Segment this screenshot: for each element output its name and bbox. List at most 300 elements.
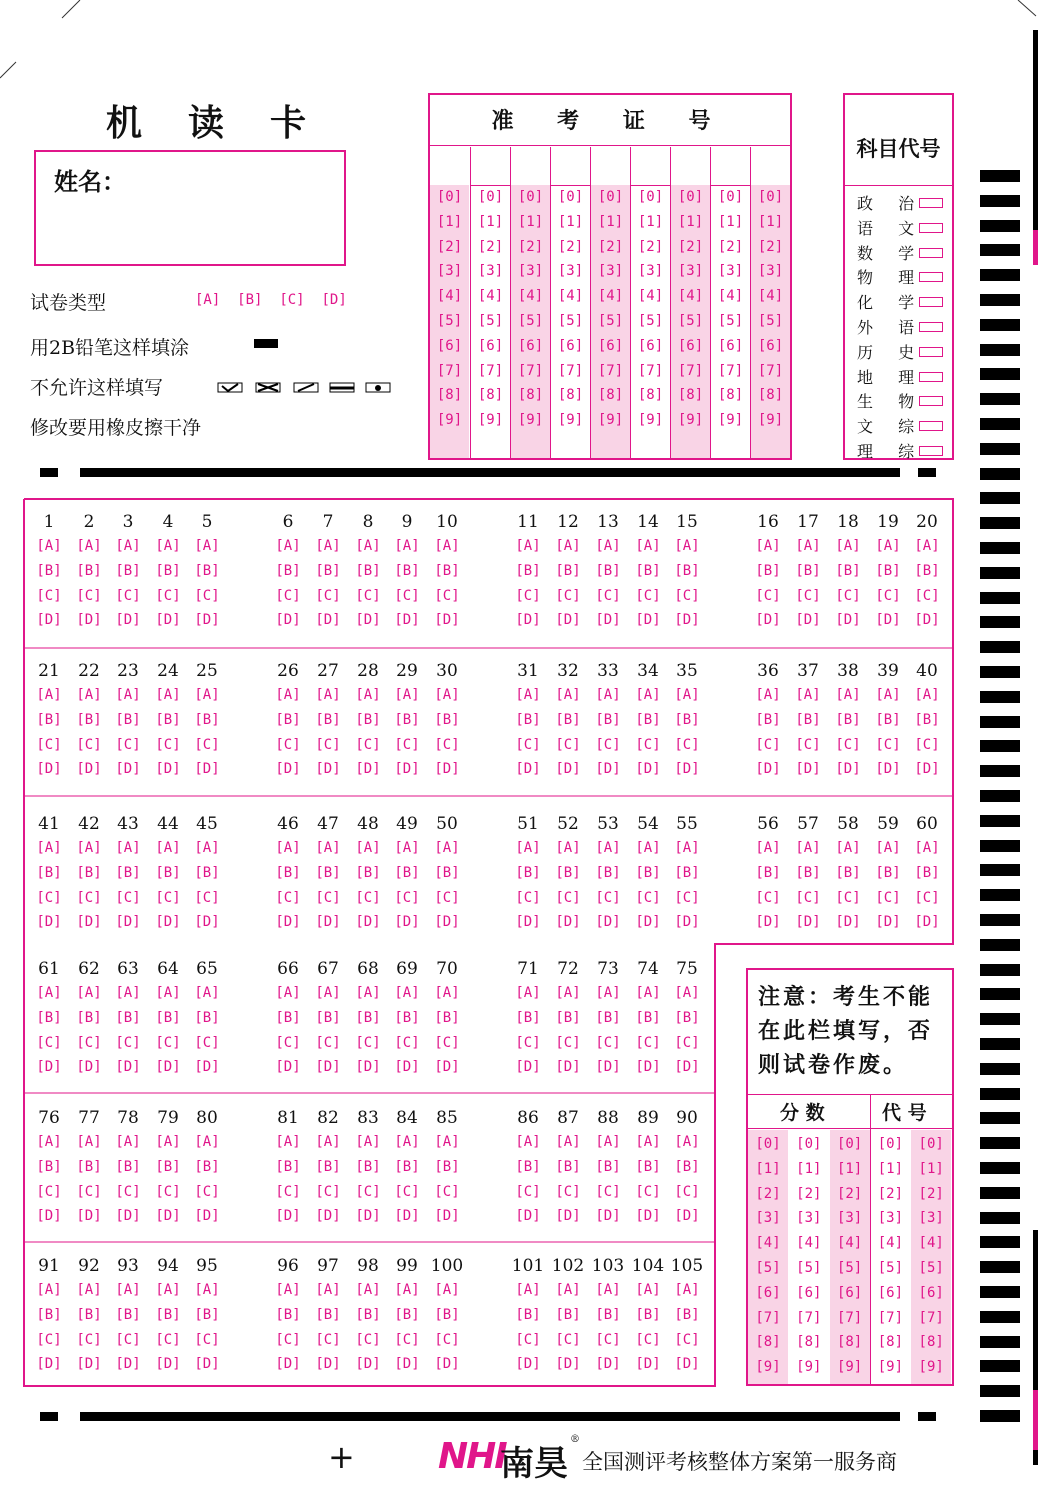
exam-id-bubble[interactable]: [3]	[436, 263, 463, 280]
answer-bubble-b[interactable]: [B]	[315, 711, 341, 728]
answer-bubble-b[interactable]: [B]	[355, 1306, 381, 1323]
answer-bubble-a[interactable]: [A]	[394, 985, 420, 1001]
answer-bubble-b[interactable]: [B]	[515, 1009, 541, 1026]
answer-bubble-d[interactable]: [D]	[275, 914, 301, 931]
answer-bubble-c[interactable]: [C]	[555, 736, 581, 753]
answer-bubble-b[interactable]: [B]	[275, 1158, 301, 1175]
answer-bubble-c[interactable]: [C]	[555, 1183, 581, 1200]
paper-type-d[interactable]: [D]	[321, 292, 347, 308]
answer-bubble-b[interactable]: [B]	[275, 1306, 301, 1323]
answer-bubble-d[interactable]: [D]	[76, 612, 102, 629]
exam-id-bubble[interactable]: [0]	[597, 189, 624, 205]
answer-bubble-b[interactable]: [B]	[155, 1009, 181, 1026]
answer-bubble-c[interactable]: [C]	[394, 889, 420, 906]
answer-bubble-b[interactable]: [B]	[355, 1009, 381, 1026]
exam-id-bubble[interactable]: [0]	[477, 189, 504, 205]
answer-bubble-b[interactable]: [B]	[394, 562, 420, 579]
answer-bubble-a[interactable]: [A]	[434, 1282, 460, 1298]
exam-id-bubble[interactable]: [9]	[436, 412, 463, 429]
answer-bubble-d[interactable]: [D]	[155, 761, 181, 778]
answer-bubble-b[interactable]: [B]	[674, 1306, 700, 1323]
answer-bubble-d[interactable]: [D]	[914, 914, 940, 931]
score-bubble[interactable]: [5]	[755, 1260, 781, 1276]
answer-bubble-c[interactable]: [C]	[194, 889, 220, 906]
score-bubble[interactable]: [0]	[877, 1136, 904, 1152]
answer-bubble-a[interactable]: [A]	[115, 687, 141, 703]
exam-id-bubble[interactable]: [3]	[517, 263, 544, 280]
exam-id-bubble[interactable]: [8]	[477, 387, 504, 404]
score-bubble[interactable]: [8]	[796, 1334, 822, 1351]
paper-type-c[interactable]: [C]	[279, 292, 305, 308]
answer-bubble-b[interactable]: [B]	[835, 864, 861, 881]
answer-bubble-b[interactable]: [B]	[115, 864, 141, 881]
answer-bubble-d[interactable]: [D]	[835, 914, 861, 931]
answer-bubble-b[interactable]: [B]	[275, 711, 301, 728]
answer-bubble-c[interactable]: [C]	[555, 889, 581, 906]
answer-bubble-c[interactable]: [C]	[36, 587, 62, 604]
score-bubble[interactable]: [4]	[877, 1235, 904, 1252]
answer-bubble-b[interactable]: [B]	[155, 711, 181, 728]
exam-id-bubble[interactable]: [8]	[557, 387, 584, 404]
answer-bubble-d[interactable]: [D]	[434, 1059, 460, 1076]
answer-bubble-a[interactable]: [A]	[194, 985, 220, 1001]
answer-bubble-a[interactable]: [A]	[795, 687, 821, 703]
exam-id-bubble[interactable]: [8]	[597, 387, 624, 404]
exam-id-bubble[interactable]: [0]	[717, 189, 744, 205]
answer-bubble-d[interactable]: [D]	[434, 612, 460, 629]
answer-bubble-c[interactable]: [C]	[674, 1331, 700, 1348]
answer-bubble-d[interactable]: [D]	[275, 612, 301, 629]
score-bubble[interactable]: [3]	[918, 1210, 944, 1227]
answer-bubble-b[interactable]: [B]	[315, 562, 341, 579]
answer-bubble-c[interactable]: [C]	[76, 1183, 102, 1200]
answer-bubble-c[interactable]: [C]	[194, 1331, 220, 1348]
answer-bubble-c[interactable]: [C]	[595, 1331, 621, 1348]
answer-bubble-a[interactable]: [A]	[315, 1282, 341, 1298]
answer-bubble-d[interactable]: [D]	[355, 1356, 381, 1373]
exam-id-bubble[interactable]: [8]	[757, 387, 784, 404]
answer-bubble-b[interactable]: [B]	[315, 864, 341, 881]
score-bubble[interactable]: [9]	[796, 1359, 822, 1376]
answer-bubble-c[interactable]: [C]	[835, 889, 861, 906]
exam-id-write-cell[interactable]	[631, 147, 670, 186]
score-bubble[interactable]: [4]	[918, 1235, 944, 1252]
answer-bubble-b[interactable]: [B]	[394, 711, 420, 728]
exam-id-bubble[interactable]: [1]	[557, 213, 584, 230]
exam-id-bubble[interactable]: [5]	[517, 313, 544, 329]
answer-bubble-a[interactable]: [A]	[875, 538, 901, 554]
answer-bubble-c[interactable]: [C]	[595, 1183, 621, 1200]
answer-bubble-b[interactable]: [B]	[76, 1158, 102, 1175]
answer-bubble-d[interactable]: [D]	[36, 612, 62, 629]
answer-bubble-c[interactable]: [C]	[315, 1331, 341, 1348]
score-bubble[interactable]: [5]	[918, 1260, 944, 1276]
answer-bubble-b[interactable]: [B]	[875, 562, 901, 579]
answer-bubble-a[interactable]: [A]	[515, 1134, 541, 1150]
answer-bubble-a[interactable]: [A]	[555, 1282, 581, 1298]
exam-id-bubble[interactable]: [5]	[717, 313, 744, 329]
answer-bubble-a[interactable]: [A]	[674, 840, 700, 856]
answer-bubble-d[interactable]: [D]	[515, 1059, 541, 1076]
exam-id-bubble[interactable]: [5]	[597, 313, 624, 329]
answer-bubble-c[interactable]: [C]	[674, 1183, 700, 1200]
answer-bubble-d[interactable]: [D]	[194, 914, 220, 931]
answer-bubble-c[interactable]: [C]	[795, 587, 821, 604]
answer-bubble-a[interactable]: [A]	[394, 840, 420, 856]
answer-bubble-d[interactable]: [D]	[674, 1208, 700, 1225]
score-bubble[interactable]: [2]	[796, 1185, 822, 1202]
exam-id-bubble[interactable]: [1]	[757, 213, 784, 230]
exam-id-bubble[interactable]: [4]	[436, 288, 463, 305]
answer-bubble-a[interactable]: [A]	[635, 1134, 661, 1150]
answer-bubble-a[interactable]: [A]	[355, 985, 381, 1001]
score-bubble[interactable]: [9]	[877, 1359, 904, 1376]
answer-bubble-a[interactable]: [A]	[515, 840, 541, 856]
answer-bubble-a[interactable]: [A]	[194, 538, 220, 554]
exam-id-bubble[interactable]: [4]	[557, 288, 584, 305]
answer-bubble-b[interactable]: [B]	[194, 1009, 220, 1026]
score-bubble[interactable]: [6]	[796, 1284, 822, 1301]
answer-bubble-d[interactable]: [D]	[835, 612, 861, 629]
exam-id-bubble[interactable]: [0]	[517, 189, 544, 205]
exam-id-bubble[interactable]: [1]	[717, 213, 744, 230]
answer-bubble-d[interactable]: [D]	[755, 761, 781, 778]
score-bubble[interactable]: [7]	[796, 1309, 822, 1326]
exam-id-bubble[interactable]: [9]	[677, 412, 704, 429]
answer-bubble-a[interactable]: [A]	[875, 840, 901, 856]
answer-bubble-c[interactable]: [C]	[115, 1183, 141, 1200]
answer-bubble-a[interactable]: [A]	[674, 1134, 700, 1150]
answer-bubble-b[interactable]: [B]	[434, 562, 460, 579]
answer-bubble-a[interactable]: [A]	[914, 840, 940, 856]
answer-bubble-c[interactable]: [C]	[914, 587, 940, 604]
answer-bubble-a[interactable]: [A]	[394, 538, 420, 554]
answer-bubble-a[interactable]: [A]	[635, 840, 661, 856]
exam-id-bubble[interactable]: [2]	[477, 238, 504, 255]
answer-bubble-a[interactable]: [A]	[355, 687, 381, 703]
answer-bubble-b[interactable]: [B]	[155, 864, 181, 881]
answer-bubble-a[interactable]: [A]	[515, 1282, 541, 1298]
answer-bubble-a[interactable]: [A]	[674, 985, 700, 1001]
answer-bubble-a[interactable]: [A]	[76, 840, 102, 856]
answer-bubble-c[interactable]: [C]	[795, 889, 821, 906]
exam-id-bubble[interactable]: [3]	[637, 263, 664, 280]
answer-bubble-d[interactable]: [D]	[515, 1208, 541, 1225]
answer-bubble-a[interactable]: [A]	[76, 985, 102, 1001]
answer-bubble-c[interactable]: [C]	[394, 1183, 420, 1200]
exam-id-bubble[interactable]: [4]	[677, 288, 704, 305]
answer-bubble-d[interactable]: [D]	[275, 1059, 301, 1076]
answer-bubble-a[interactable]: [A]	[394, 1282, 420, 1298]
answer-bubble-d[interactable]: [D]	[315, 761, 341, 778]
answer-bubble-d[interactable]: [D]	[36, 914, 62, 931]
answer-bubble-d[interactable]: [D]	[315, 1059, 341, 1076]
answer-bubble-c[interactable]: [C]	[155, 736, 181, 753]
answer-bubble-d[interactable]: [D]	[674, 1059, 700, 1076]
exam-id-bubble[interactable]: [4]	[717, 288, 744, 305]
answer-bubble-c[interactable]: [C]	[875, 736, 901, 753]
exam-id-bubble[interactable]: [7]	[557, 362, 584, 379]
answer-bubble-a[interactable]: [A]	[155, 1134, 181, 1150]
answer-bubble-d[interactable]: [D]	[394, 1059, 420, 1076]
answer-bubble-d[interactable]: [D]	[275, 1356, 301, 1373]
answer-bubble-d[interactable]: [D]	[76, 1059, 102, 1076]
score-bubble[interactable]: [2]	[918, 1185, 944, 1202]
answer-bubble-d[interactable]: [D]	[155, 612, 181, 629]
answer-bubble-b[interactable]: [B]	[755, 864, 781, 881]
answer-bubble-c[interactable]: [C]	[155, 1183, 181, 1200]
answer-bubble-d[interactable]: [D]	[315, 1356, 341, 1373]
answer-bubble-b[interactable]: [B]	[36, 1306, 62, 1323]
answer-bubble-d[interactable]: [D]	[394, 612, 420, 629]
answer-bubble-d[interactable]: [D]	[394, 1208, 420, 1225]
score-bubble[interactable]: [2]	[755, 1185, 781, 1202]
answer-bubble-b[interactable]: [B]	[355, 1158, 381, 1175]
answer-bubble-c[interactable]: [C]	[115, 1331, 141, 1348]
answer-bubble-d[interactable]: [D]	[36, 1059, 62, 1076]
answer-bubble-a[interactable]: [A]	[674, 538, 700, 554]
answer-bubble-d[interactable]: [D]	[595, 1059, 621, 1076]
answer-bubble-c[interactable]: [C]	[155, 587, 181, 604]
answer-bubble-d[interactable]: [D]	[595, 1208, 621, 1225]
exam-id-bubble[interactable]: [4]	[597, 288, 624, 305]
answer-bubble-b[interactable]: [B]	[674, 711, 700, 728]
answer-bubble-c[interactable]: [C]	[194, 1034, 220, 1051]
answer-bubble-b[interactable]: [B]	[635, 864, 661, 881]
answer-bubble-d[interactable]: [D]	[36, 1208, 62, 1225]
answer-bubble-a[interactable]: [A]	[76, 1282, 102, 1298]
score-bubble[interactable]: [8]	[836, 1334, 863, 1351]
score-bubble[interactable]: [2]	[836, 1185, 863, 1202]
answer-bubble-a[interactable]: [A]	[76, 538, 102, 554]
answer-bubble-a[interactable]: [A]	[115, 1282, 141, 1298]
answer-bubble-a[interactable]: [A]	[635, 687, 661, 703]
answer-bubble-b[interactable]: [B]	[755, 562, 781, 579]
answer-bubble-b[interactable]: [B]	[755, 711, 781, 728]
answer-bubble-c[interactable]: [C]	[76, 587, 102, 604]
answer-bubble-a[interactable]: [A]	[595, 687, 621, 703]
answer-bubble-a[interactable]: [A]	[795, 840, 821, 856]
exam-id-write-cell[interactable]	[430, 147, 469, 186]
answer-bubble-a[interactable]: [A]	[275, 1282, 301, 1298]
answer-bubble-c[interactable]: [C]	[394, 587, 420, 604]
answer-bubble-d[interactable]: [D]	[315, 612, 341, 629]
answer-bubble-c[interactable]: [C]	[355, 889, 381, 906]
answer-bubble-c[interactable]: [C]	[115, 736, 141, 753]
exam-id-bubble[interactable]: [1]	[517, 213, 544, 230]
answer-bubble-c[interactable]: [C]	[635, 736, 661, 753]
answer-bubble-a[interactable]: [A]	[76, 1134, 102, 1150]
exam-id-bubble[interactable]: [7]	[677, 362, 704, 379]
answer-bubble-c[interactable]: [C]	[315, 1034, 341, 1051]
answer-bubble-b[interactable]: [B]	[76, 864, 102, 881]
answer-bubble-b[interactable]: [B]	[635, 1158, 661, 1175]
score-bubble[interactable]: [3]	[796, 1210, 822, 1227]
answer-bubble-d[interactable]: [D]	[355, 1208, 381, 1225]
answer-bubble-c[interactable]: [C]	[434, 587, 460, 604]
answer-bubble-a[interactable]: [A]	[36, 687, 62, 703]
answer-bubble-d[interactable]: [D]	[434, 1356, 460, 1373]
answer-bubble-c[interactable]: [C]	[315, 587, 341, 604]
answer-bubble-d[interactable]: [D]	[76, 761, 102, 778]
answer-bubble-a[interactable]: [A]	[194, 687, 220, 703]
answer-bubble-c[interactable]: [C]	[875, 587, 901, 604]
answer-bubble-a[interactable]: [A]	[434, 687, 460, 703]
answer-bubble-d[interactable]: [D]	[194, 761, 220, 778]
answer-bubble-d[interactable]: [D]	[674, 761, 700, 778]
answer-bubble-d[interactable]: [D]	[755, 612, 781, 629]
answer-bubble-a[interactable]: [A]	[194, 840, 220, 856]
answer-bubble-d[interactable]: [D]	[76, 914, 102, 931]
answer-bubble-a[interactable]: [A]	[36, 1134, 62, 1150]
answer-bubble-d[interactable]: [D]	[315, 914, 341, 931]
answer-bubble-a[interactable]: [A]	[76, 687, 102, 703]
answer-bubble-b[interactable]: [B]	[434, 711, 460, 728]
answer-bubble-a[interactable]: [A]	[635, 1282, 661, 1298]
exam-id-write-cell[interactable]	[711, 147, 750, 186]
answer-bubble-b[interactable]: [B]	[275, 562, 301, 579]
answer-bubble-b[interactable]: [B]	[795, 562, 821, 579]
answer-bubble-b[interactable]: [B]	[76, 711, 102, 728]
name-field[interactable]	[34, 150, 346, 266]
answer-bubble-a[interactable]: [A]	[115, 840, 141, 856]
exam-id-bubble[interactable]: [5]	[637, 313, 664, 329]
answer-bubble-b[interactable]: [B]	[155, 1306, 181, 1323]
answer-bubble-b[interactable]: [B]	[434, 1009, 460, 1026]
answer-bubble-b[interactable]: [B]	[115, 562, 141, 579]
answer-bubble-d[interactable]: [D]	[875, 612, 901, 629]
answer-bubble-b[interactable]: [B]	[875, 864, 901, 881]
answer-bubble-c[interactable]: [C]	[755, 736, 781, 753]
exam-id-bubble[interactable]: [2]	[597, 238, 624, 255]
answer-bubble-b[interactable]: [B]	[914, 562, 940, 579]
score-bubble[interactable]: [0]	[918, 1136, 944, 1152]
answer-bubble-b[interactable]: [B]	[36, 1009, 62, 1026]
exam-id-bubble[interactable]: [0]	[677, 189, 704, 205]
answer-bubble-a[interactable]: [A]	[155, 985, 181, 1001]
answer-bubble-a[interactable]: [A]	[555, 840, 581, 856]
answer-bubble-d[interactable]: [D]	[795, 914, 821, 931]
answer-bubble-a[interactable]: [A]	[275, 1134, 301, 1150]
answer-bubble-d[interactable]: [D]	[434, 914, 460, 931]
answer-bubble-a[interactable]: [A]	[595, 985, 621, 1001]
exam-id-bubble[interactable]: [2]	[717, 238, 744, 255]
answer-bubble-a[interactable]: [A]	[275, 687, 301, 703]
answer-bubble-d[interactable]: [D]	[155, 914, 181, 931]
answer-bubble-d[interactable]: [D]	[315, 1208, 341, 1225]
exam-id-bubble[interactable]: [1]	[637, 213, 664, 230]
answer-bubble-c[interactable]: [C]	[194, 587, 220, 604]
answer-bubble-c[interactable]: [C]	[36, 1183, 62, 1200]
answer-bubble-c[interactable]: [C]	[674, 736, 700, 753]
answer-bubble-c[interactable]: [C]	[36, 889, 62, 906]
answer-bubble-c[interactable]: [C]	[355, 1034, 381, 1051]
answer-bubble-b[interactable]: [B]	[635, 562, 661, 579]
answer-bubble-c[interactable]: [C]	[515, 587, 541, 604]
answer-bubble-d[interactable]: [D]	[394, 761, 420, 778]
exam-id-bubble[interactable]: [6]	[757, 337, 784, 354]
answer-bubble-c[interactable]: [C]	[434, 736, 460, 753]
exam-id-bubble[interactable]: [7]	[517, 362, 544, 379]
exam-id-bubble[interactable]: [5]	[436, 313, 463, 329]
answer-bubble-c[interactable]: [C]	[835, 587, 861, 604]
answer-bubble-b[interactable]: [B]	[595, 1306, 621, 1323]
answer-bubble-a[interactable]: [A]	[155, 840, 181, 856]
score-bubble[interactable]: [4]	[836, 1235, 863, 1252]
answer-bubble-c[interactable]: [C]	[835, 736, 861, 753]
answer-bubble-a[interactable]: [A]	[194, 1282, 220, 1298]
answer-bubble-a[interactable]: [A]	[835, 840, 861, 856]
answer-bubble-a[interactable]: [A]	[155, 1282, 181, 1298]
exam-id-bubble[interactable]: [9]	[597, 412, 624, 429]
exam-id-bubble[interactable]: [8]	[637, 387, 664, 404]
answer-bubble-b[interactable]: [B]	[194, 864, 220, 881]
score-bubble[interactable]: [5]	[796, 1260, 822, 1276]
answer-bubble-c[interactable]: [C]	[76, 736, 102, 753]
exam-id-bubble[interactable]: [0]	[637, 189, 664, 205]
answer-bubble-a[interactable]: [A]	[515, 985, 541, 1001]
answer-bubble-b[interactable]: [B]	[674, 864, 700, 881]
answer-bubble-d[interactable]: [D]	[155, 1208, 181, 1225]
answer-bubble-b[interactable]: [B]	[115, 1158, 141, 1175]
answer-bubble-b[interactable]: [B]	[914, 864, 940, 881]
answer-bubble-a[interactable]: [A]	[275, 840, 301, 856]
exam-id-bubble[interactable]: [2]	[436, 238, 463, 255]
answer-bubble-d[interactable]: [D]	[275, 1208, 301, 1225]
answer-bubble-d[interactable]: [D]	[674, 612, 700, 629]
exam-id-bubble[interactable]: [1]	[597, 213, 624, 230]
exam-id-bubble[interactable]: [5]	[557, 313, 584, 329]
answer-bubble-c[interactable]: [C]	[515, 889, 541, 906]
answer-bubble-a[interactable]: [A]	[275, 985, 301, 1001]
answer-bubble-c[interactable]: [C]	[155, 889, 181, 906]
answer-bubble-d[interactable]: [D]	[595, 612, 621, 629]
answer-bubble-b[interactable]: [B]	[194, 711, 220, 728]
answer-bubble-d[interactable]: [D]	[394, 914, 420, 931]
answer-bubble-c[interactable]: [C]	[635, 1331, 661, 1348]
answer-bubble-c[interactable]: [C]	[275, 1331, 301, 1348]
answer-bubble-d[interactable]: [D]	[914, 612, 940, 629]
exam-id-bubble[interactable]: [0]	[436, 189, 463, 205]
score-bubble[interactable]: [9]	[836, 1359, 863, 1376]
exam-id-bubble[interactable]: [5]	[477, 313, 504, 329]
answer-bubble-b[interactable]: [B]	[115, 1306, 141, 1323]
answer-bubble-a[interactable]: [A]	[755, 538, 781, 554]
answer-bubble-c[interactable]: [C]	[914, 889, 940, 906]
answer-bubble-a[interactable]: [A]	[315, 840, 341, 856]
answer-bubble-a[interactable]: [A]	[434, 1134, 460, 1150]
answer-bubble-c[interactable]: [C]	[36, 736, 62, 753]
answer-bubble-a[interactable]: [A]	[155, 687, 181, 703]
answer-bubble-c[interactable]: [C]	[515, 736, 541, 753]
answer-bubble-a[interactable]: [A]	[635, 538, 661, 554]
exam-id-bubble[interactable]: [8]	[436, 387, 463, 404]
subject-bubble[interactable]	[919, 248, 943, 258]
answer-bubble-c[interactable]: [C]	[795, 736, 821, 753]
answer-bubble-d[interactable]: [D]	[635, 1059, 661, 1076]
answer-bubble-c[interactable]: [C]	[635, 889, 661, 906]
subject-bubble[interactable]	[919, 372, 943, 382]
exam-id-bubble[interactable]: [6]	[637, 337, 664, 354]
answer-bubble-b[interactable]: [B]	[674, 1009, 700, 1026]
score-bubble[interactable]: [7]	[836, 1309, 863, 1326]
subject-bubble[interactable]	[919, 297, 943, 307]
answer-bubble-a[interactable]: [A]	[275, 538, 301, 554]
subject-bubble[interactable]	[919, 223, 943, 233]
exam-id-write-cell[interactable]	[751, 147, 790, 186]
answer-bubble-d[interactable]: [D]	[515, 761, 541, 778]
answer-bubble-d[interactable]: [D]	[635, 914, 661, 931]
